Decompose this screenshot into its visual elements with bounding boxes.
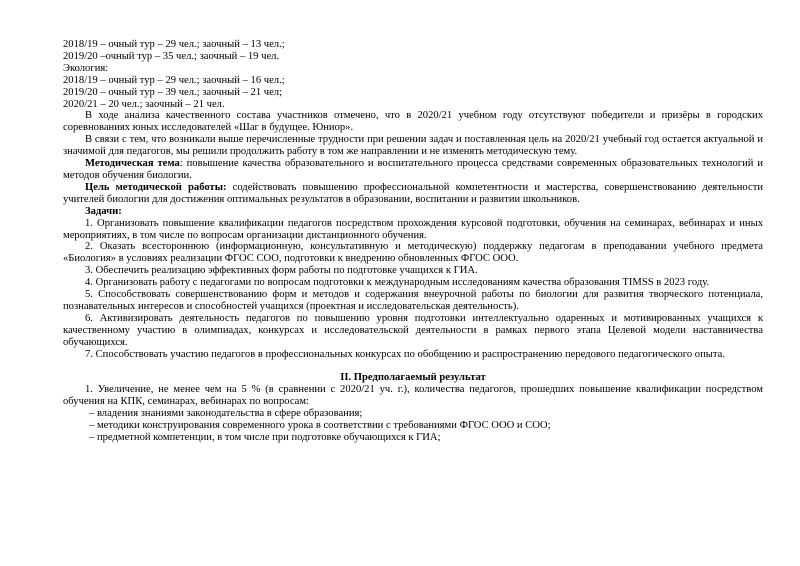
text-line: 2018/19 – очный тур – 29 чел.; заочный – 13 чел.;	[63, 39, 285, 50]
text-line: 2020/21 – 20 чел.; заочный – 21 чел.	[63, 98, 225, 110]
result-list-item: – владения знаниями законодательства в сфере образования;	[89, 408, 363, 420]
text-line: 2018/19 – очный тур – 29 чел.; заочный – 16 чел.;	[63, 74, 285, 86]
task-item: 6. Активизировать деятельность педагогов по повышению уровня подготовки интеллектуально одаренных и мотивированных учащихся к качественному участию в олимпиадах, конкурсах и исследовательской деятельности в рамках первого этапа Целевой модели наставничества обучающихся.	[63, 312, 763, 348]
method-theme-text: : повышение качества образовательного и воспитательного процесса средствами современных образовательных технологий и методов обучения биологии.	[63, 158, 763, 181]
result-list-item: – методики конструирования современного урока в соответствии с требованиями ФГОС ООО и СОО;	[89, 420, 551, 432]
task-item: 2. Оказать всестороннюю (информационную, консультативную и методическую) поддержку педагогам в преподавании учебного предмета «Биология» в условиях реализации ФГОС СОО, подготовки к внедрению обновленных ФГОС ООО.	[63, 241, 763, 265]
tasks-heading: Задачи:	[85, 205, 122, 217]
text-line: 2019/20 –очный тур – 35 чел.; заочный – 19 чел.	[63, 50, 280, 62]
difficulties-paragraph: В связи с тем, что возникали выше перечисленные трудности при решении задач и поставленная цель на 2020/21 учебный год остается актуальной и значимой для педагогов, мы решили продолжить работу в том же направлении и не изменять методическую тему.	[63, 134, 763, 158]
method-theme-paragraph	[63, 158, 763, 182]
method-theme-label: Методическая тема	[85, 158, 180, 170]
text-line: Экология:	[63, 62, 109, 74]
method-goal-text: содействовать повышению профессиональной компетентности и мастерства, совершенствованию деятельности учителей биологии для достижения оптимальных результатов в образовании, воспитании и развитии школьников.	[63, 181, 763, 205]
spacer	[63, 360, 763, 372]
result-list-item: – предметной компетенции, в том числе при подготовке обучающихся к ГИА;	[89, 432, 441, 443]
task-item: 4. Организовать работу с педагогами по вопросам подготовки к международным исследованиям качества образования TIMSS в 2023 году.	[85, 277, 710, 289]
text-line: 2019/20 – очный тур – 39 чел.; заочный – 21 чел;	[63, 86, 283, 98]
result-paragraph: 1. Увеличение, не менее чем на 5 % (в сравнении с 2020/21 уч. г.), количества педагогов, прошедших повышение квалификации посредством обучения на КПК, семинарах, вебинарах по вопросам:	[63, 384, 763, 408]
analysis-paragraph: В ходе анализа качественного состава участников отмечено, что в 2020/21 учебном году отсутствуют победители и призёры в городских соревнованиях юных исследователей «Шаг в будущее. Юниор».	[63, 110, 763, 134]
task-item: 7. Способствовать участию педагогов в профессиональных конкурсах по обобщению и распространению передового педагогического опыта.	[85, 348, 725, 360]
section-heading: II. Предполагаемый результат	[340, 372, 486, 384]
method-goal-label: Цель методической работы:	[85, 181, 227, 193]
task-item: 1. Организовать повышение квалификации педагогов посредством прохождения курсовой подготовки, обучения на семинарах, вебинарах и иных мероприятиях, в том числе по вопросам организации дистанционного обучения.	[63, 217, 763, 241]
task-item: 3. Обеспечить реализацию эффективных форм работы по подготовке учащихся к ГИА.	[85, 265, 478, 277]
method-goal-paragraph	[63, 182, 763, 206]
task-item: 5. Способствовать совершенствованию форм и методов и содержания внеурочной работы по биологии для развития творческого потенциала, познавательных интересов и способностей учащихся (проектная и исследовательская деятельность).	[63, 289, 763, 312]
document-content	[63, 39, 763, 444]
